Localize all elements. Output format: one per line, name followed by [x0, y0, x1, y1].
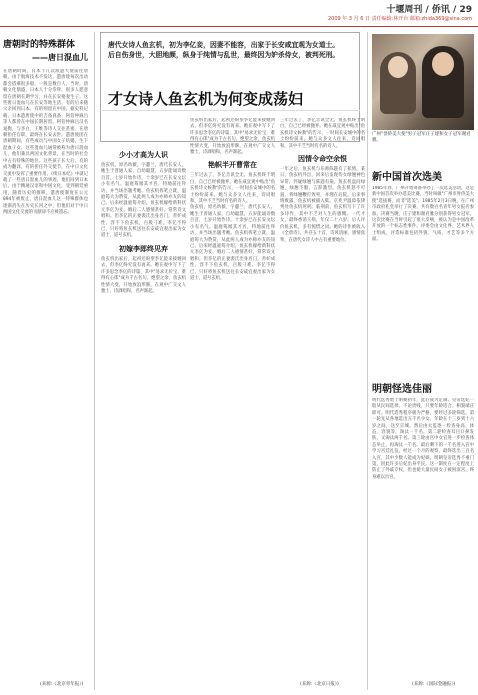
section-heading: 艳帜半开曹常在	[208, 161, 257, 170]
right-article-source: (来源:《国际金融报》)	[412, 682, 456, 687]
section-text: 一年之后，鱼玄机与乐师陈韪有了私情。某日，鱼玄机外出，回来后发现侍女绿翘神色异常，怀疑绿翘与陈韪有染。鱼玄机盘问绿翘，绿翘不服，言辞激烈。鱼玄机怒不可遏，将绿翘鞭打致死，并埋在后院。后来事情败露，鱼玄机被捕入狱。京兆尹温璋依律判处鱼玄机死刑。临刑前，鱼玄机写下了许多诗作，其中不乏对人生的感慨。一代才女，最终香消玉殒，年仅二十六岁。后人评价鱼玄机，多有惋惜之词。她的诗作被收入《全唐诗》，共存五十首，诗风清丽，感情真挚，在唐代女诗人中占有重要地位。	[280, 167, 365, 243]
center-article-source: (来源:《北京日报》)	[300, 682, 339, 687]
center-lead: 唐代女诗人鱼玄机，初为李亿妾，因妻不能容，出家于长安咸宜观为女道士。后自伤身世，大胆地颜，纵身于纯情与乱世，最终因为妒杀侍女，被判死刑。	[108, 41, 340, 59]
person-face	[432, 52, 454, 76]
title-rule	[100, 110, 360, 111]
masthead: 十堰周刊 / 侨讯 / 29	[386, 5, 472, 15]
right-article-title-2: 明朝怪选佳丽	[372, 384, 432, 395]
column-divider	[94, 32, 95, 690]
left-article-subtitle: ——唐日混血儿	[32, 53, 88, 62]
section-text: 鱼玄机出家后，起初还盼望李亿能来接她回去，但李亿终究没有再来。她在观中写下了许多思念李亿的诗篇，其中"易求无价宝，难得有心郎"成为千古名句。绝望之余，鱼玄机性情大变，开始放浪形骸，在观中广交文人雅士，诗酒唱和，名声渐起。	[101, 256, 186, 294]
section-heading: 因情令命空余恨	[298, 155, 347, 164]
section-heading: 少小才高为人识	[119, 151, 168, 159]
left-article-body: 在唐朝时期，日本十几次派遣大使前往唐朝，由于航海技术不发达，遣唐使每次出动都会搭乘很多船，一般是数百人。当时，唐朝文化鼎盛，日本人十分崇拜，很多人愿意留在唐朝长期学习，并在长安娶妻生子。这些唐日混血儿在长安等地生活，有的后来随父亲回到日本，有的则留在中国。据史料记载，日本遣唐使中的吉备真备、阿倍仲麻吕等人都曾在中国长期居留。阿倍仲麻吕汉名晁衡，与李白、王维等诗人交往甚密，在唐朝担任官职，最终在长安去世。遣唐使团在唐朝期间，有些成员与中国女子结婚，生下混血子女。这些混血儿通常被称为唐日混血儿，他们兼具两国文化背景，在当时的社会中占有特殊的地位。这些孩子长大后，有的成为翻译，有的担任外交使节，在中日文化交流中发挥了重要作用。《续日本纪》中就记载了一些唐日混血儿的事迹。他们回到日本后，由于精通汉语和中国文化，受到朝廷重用。随着历史的推移，遣唐使制度在公元894年被废止，唐日混血儿这一特殊群体也逐渐消失在历史长河之中，但他们对于中日两国文化交流的贡献却不应被遗忘。	[3, 69, 88, 215]
header-rule	[0, 26, 478, 27]
photo-caption: 广州"誉侨美大使"男子冠军庄子建和女子冠军谢君雅。	[372, 132, 471, 143]
section-text: 鱼玄机出家后，起初还盼望李亿能来接她回去，但李亿终究没有再来。她在观中写下了许多思念李亿的诗篇，其中"易求无价宝，难得有心郎"成为千古名句。绝望之余，鱼玄机性情大变，开始放浪形骸，在观中广交文人雅士，诗酒唱和，名声渐起。	[190, 118, 275, 156]
right-article-body-1: 1985年春，广州开始筹备举办了一次选美活动，这是新中国首次举办选美比赛，当时叫做"广州市誉侨美大使"选拔赛，而非"选美"。1985年2月3日晚，在广州市政府礼堂举行了决赛，共有数百名青年男女报名参加。决赛当晚，庄子建和谢君雅分别获得男女冠军。这次比赛在当时引起了很大反响，被认为是中国改革开放的一个标志性事件。评委会由文化界、艺术界人士组成，评选标准包括外貌、气质、才艺等多个方面。	[372, 186, 474, 243]
center-column-2	[190, 118, 275, 666]
center-column-3	[280, 118, 365, 666]
center-article-title: 才女诗人鱼玄机为何变成荡妇	[108, 90, 304, 108]
person-face	[388, 56, 408, 78]
issue-meta: 2009 年 3 月 6 日 责任编辑:林开台 邮箱:zhida369@sina.com	[327, 16, 472, 22]
left-article-title: 唐朝时的特殊群体	[3, 40, 76, 50]
page-header	[0, 0, 478, 28]
left-article-source: (来源:《北京青年报》)	[40, 682, 84, 687]
winners-photo	[372, 34, 474, 130]
section-text: 鱼玄机，原名幼薇，字蕙兰，唐代长安人。她生于普通人家，自幼聪慧，五岁能诵诗数百首，七岁开始作诗，十余岁已在长安文坛小有名气。温庭筠闻其才名，特地前往拜访，并当场出题考她。鱼玄机挥笔立就，温庭筠大为赞赏，从此两人成为亦师亦友的知己。后来经温庭筠介绍，鱼玄机嫁给新科状元李亿为妾。婚后二人感情甚好，常常诗文唱和。但李亿的正妻裴氏出身名门，善妒成性，容不下鱼玄机，百般刁难。李亿不得已，只好将鱼玄机送往长安咸宜观出家为女道士，道号玄机。	[190, 205, 275, 281]
center-column-1	[101, 146, 186, 666]
section-text: 鱼玄机，原名幼薇，字蕙兰，唐代长安人。她生于普通人家，自幼聪慧，五岁能诵诗数百首，七岁开始作诗，十余岁已在长安文坛小有名气。温庭筠闻其才名，特地前往拜访，并当场出题考她。鱼玄机挥笔立就，温庭筠大为赞赏，从此两人成为亦师亦友的知己。后来经温庭筠介绍，鱼玄机嫁给新科状元李亿为妾。婚后二人感情甚好，常常诗文唱和。但李亿的正妻裴氏出身名门，善妒成性，容不下鱼玄机，百般刁难。李亿不得已，只好将鱼玄机送往长安咸宜观出家为女道士，道号玄机。	[101, 163, 186, 239]
column-divider	[367, 32, 368, 690]
right-article-title-1: 新中国首次选美	[372, 172, 442, 183]
section-text: 三年过去了，李亿音讯全无。鱼玄机终于明白，自己已经被抛弃。她在咸宜观中贴出"鱼玄机诗文候教"的告示，一时间长安城中的名士纷纷前来。她与众多文人往来，诗词唱和，其中不乏当时有名的诗人。	[280, 118, 365, 149]
section-text: 三年过去了，李亿音讯全无。鱼玄机终于明白，自己已经被抛弃。她在咸宜观中贴出"鱼玄机诗文候教"的告示，一时间长安城中的名士纷纷前来。她与众多文人往来，诗词唱和，其中不乏当时有名的诗人。	[190, 173, 275, 205]
left-article	[3, 40, 88, 679]
right-article-body-2: 明代选秀始于明朝初年，此后成为定制。皇帝选妃一般从民间选择，不论贵贱，只要年龄适合、相貌端庄即可。明代选秀程序极为严格，要经过多轮筛选。第一轮先从各地选出五千名少女，年龄在十三岁到十六岁之间，送至京城。然后由太监逐一检查身高、体态、容貌等，淘汰一千名。第二轮检查耳目口鼻发肤，又淘汰两千名。第三轮由宫中女官进一步检查体态举止，再淘汰一千名。最后剩下的一千名进入宫中学习宫廷礼仪，经过一个月的观察，最终选出三百名入宫，其中少数人能成为妃嫔。明朝皇帝选秀不重门第，因此许多后妃出身平民。这一制度在一定程度上防止了外戚专权，但也使大量民间女子被困深宫，终身难以出宫。	[372, 398, 474, 480]
section-heading: 初嫁李郎终见弃	[119, 244, 168, 253]
